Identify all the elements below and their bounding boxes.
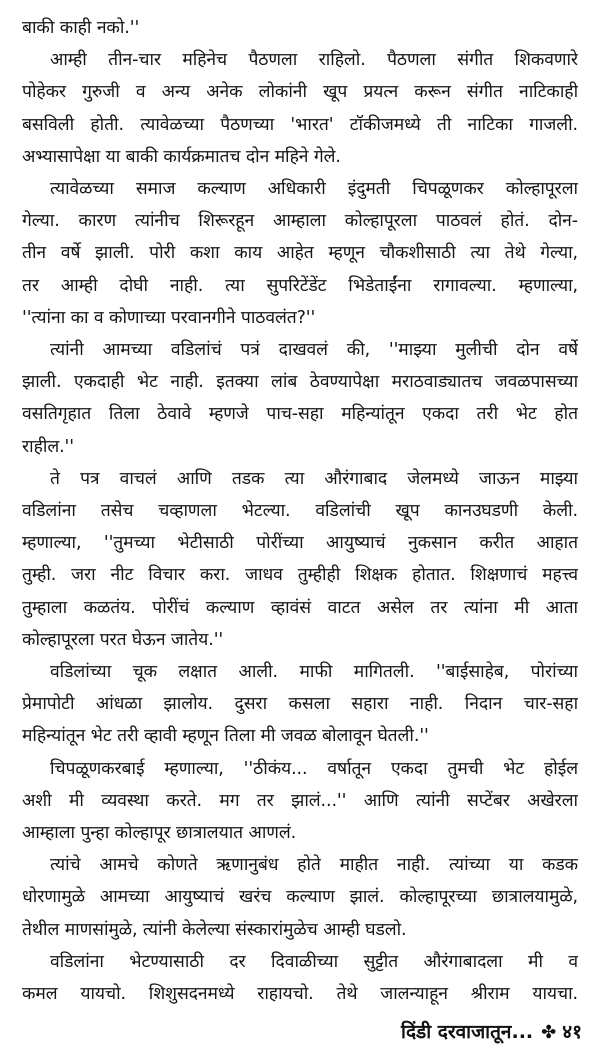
text-line: त्यांचे आमचे कोणते ऋणानुबंध होते माहीत नाही. त्यांच्या या कडक (50, 855, 578, 876)
text-line: त्यांनी आमच्या वडिलांचं पत्रं दाखवलं की, ''माझ्या मुलीची दोन वर्षे (50, 340, 578, 360)
page-number: ४१ (562, 1021, 582, 1043)
text-line: ते पत्र वाचलं आणि तडक त्या औरंगाबाद जेलमध्ये जाऊन माझ्या (50, 468, 578, 489)
text-line: झाली. एकदाही भेट नाही. इतक्या लांब ठेवण्यापेक्षा मराठवाड्यातच जवळपासच्या (22, 372, 578, 393)
text-line: वडिलांच्या चूक लक्षात आली. माफी मागितली. ''बाईसाहेब, पोरांच्या (50, 662, 578, 682)
text-line: चिपळूणकरबाई म्हणाल्या, ''ठीकंय... वर्षातून एकदा तुमची भेट होईल (50, 758, 578, 779)
text-line: धोरणामुळे आमच्या आयुष्याचं खरंच कल्याण झालं. कोल्हापूरच्या छात्रालयामुळे, (22, 887, 578, 908)
text-line: पोहेकर गुरुजी व अन्य अनेक लोकांनी खूप प्रयत्न करून संगीत नाटिकाही (22, 82, 578, 103)
text-line: तर आम्ही दोघी नाही. त्या सुपरिटेंडेंट भिडेताईंना रागावल्या. म्हणाल्या, (22, 275, 578, 296)
text-line: आम्ही तीन-चार महिनेच पैठणला राहिलो. पैठणला संगीत शिकवणारे (50, 50, 578, 71)
text-line: अभ्यासापेक्षा या बाकी कार्यक्रमातच दोन महिने गेले. (22, 146, 341, 167)
text-line: महिन्यांतून भेट तरी व्हावी म्हणून तिला मी जवळ बोलावून घेतली.'' (22, 726, 429, 747)
text-line: तेथील माणसांमुळे, त्यांनी केलेल्या संस्कारांमुळेच आम्ही घडलो. (22, 919, 407, 940)
ornament-icon: ✤ (541, 1022, 557, 1043)
text-line: तुम्हाला कळतंय. पोरींचं कल्याण व्हावंसं वाटत असेल तर त्यांना मी आता (22, 597, 578, 618)
text-line: बसविली होती. त्यावेळच्या पैठणच्या 'भारत' टॉकीजमध्ये ती नाटिका गाजली. (22, 114, 578, 135)
footer-book-title: दिंडी दरवाजातून... (401, 1021, 534, 1043)
text-line: म्हणाल्या, ''तुमच्या भेटीसाठी पोरींच्या आयुष्याचं नुकसान करीत आहात (22, 533, 578, 554)
text-line: वडिलांना भेटण्यासाठी दर दिवाळीच्या सुट्टीत औरंगाबादला मी व (50, 951, 578, 972)
text-line: अशी मी व्यवस्था करते. मग तर झालं...'' आणि त्यांनी सप्टेंबर अखेरला (22, 790, 578, 811)
text-line: ''त्यांना का व कोणाच्या परवानगीने पाठवलंत?'' (22, 307, 316, 328)
text-line: त्यावेळच्या समाज कल्याण अधिकारी इंदुमती चिपळूणकर कोल्हापूरला (50, 179, 578, 199)
text-line: बाकी काही नको.'' (22, 18, 140, 38)
text-line: आम्हाला पुन्हा कोल्हापूर छात्रालयात आणलं. (22, 823, 297, 843)
text-line: राहील.'' (22, 436, 74, 457)
text-line: तीन वर्षे झाली. पोरी कशा काय आहेत म्हणून चौकशीसाठी त्या तेथे गेल्या, (22, 243, 578, 264)
text-line: प्रेमापोटी आंधळा झालोय. दुसरा कसला सहारा नाही. निदान चार-सहा (22, 694, 578, 715)
page-footer (401, 1012, 582, 1052)
text-line: वडिलांना तसेच चव्हाणला भेटल्या. वडिलांची खूप कानउघडणी केली. (22, 501, 578, 521)
text-line: गेल्या. कारण त्यांनीच शिरूरहून आम्हाला कोल्हापूरला पाठवलं होतं. दोन- (22, 211, 578, 232)
text-line: कमल यायचो. शिशुसदनमध्ये राहायचो. तेथे जालन्याहून श्रीराम यायचा. (22, 984, 578, 1004)
text-line: तुम्ही. जरा नीट विचार करा. जाधव तुम्हीही शिक्षक होतात. शिक्षणाचं महत्त्व (22, 565, 578, 586)
text-line: कोल्हापूरला परत घेऊन जातेय.'' (22, 629, 224, 650)
text-line: वसतिगृहात तिला ठेवावे म्हणजे पाच-सहा महिन्यांतून एकदा तरी भेट होत (22, 404, 578, 425)
